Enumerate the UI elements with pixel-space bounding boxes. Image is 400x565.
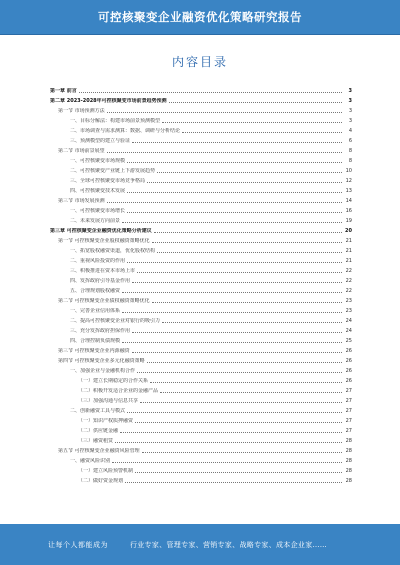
toc-page-number: 27 bbox=[345, 418, 352, 424]
toc-leader-dots bbox=[147, 362, 342, 363]
toc-leader-dots bbox=[157, 252, 342, 253]
toc-leader-dots bbox=[120, 432, 342, 433]
toc-entry-title: 第三节 可控核聚变企业内源融资 bbox=[58, 348, 130, 354]
toc-entry-title: 第二节 可控核聚变企业债权融资策略优化 bbox=[58, 298, 150, 304]
toc-entry[interactable] bbox=[50, 344, 352, 354]
toc-entry[interactable] bbox=[50, 274, 352, 284]
toc-entry[interactable] bbox=[50, 194, 352, 204]
toc-entry[interactable] bbox=[50, 434, 352, 444]
toc-leader-dots bbox=[107, 152, 342, 153]
toc-leader-dots bbox=[79, 92, 342, 93]
toc-entry-title: 第五节 可控核聚变企业融资风险管理 bbox=[58, 448, 140, 454]
toc-leader-dots bbox=[137, 372, 342, 373]
toc-entry[interactable] bbox=[50, 84, 352, 94]
toc-entry[interactable] bbox=[50, 324, 352, 334]
toc-page-number: 3 bbox=[348, 88, 352, 94]
toc-entry-title: 一、目标分解法：构建市场前景预测模型 bbox=[70, 118, 161, 124]
toc-page-number: 3 bbox=[348, 98, 352, 104]
toc-page-number: 26 bbox=[345, 348, 352, 354]
toc-entry-title: 三、预测模型的建立与验证 bbox=[70, 138, 131, 144]
toc-page-number: 20 bbox=[345, 228, 352, 234]
toc-leader-dots bbox=[112, 462, 342, 463]
toc-entry-title: 四、可控核聚变技术发展 bbox=[70, 188, 126, 194]
toc-page-number: 21 bbox=[345, 248, 352, 254]
report-title: 可控核聚变企业融资优化策略研究报告 bbox=[98, 10, 302, 24]
toc-page-number: 4 bbox=[348, 128, 352, 134]
toc-entry[interactable] bbox=[50, 474, 352, 484]
toc-entry-title: 一、可控核聚变市场规模 bbox=[70, 158, 126, 164]
toc-entry[interactable] bbox=[50, 374, 352, 384]
toc-entry[interactable] bbox=[50, 334, 352, 344]
toc-leader-dots bbox=[127, 212, 342, 213]
toc-page-number: 3 bbox=[348, 108, 352, 114]
toc-entry[interactable] bbox=[50, 114, 352, 124]
toc-page-number: 8 bbox=[348, 158, 352, 164]
toc-leader-dots bbox=[122, 222, 342, 223]
toc-leader-dots bbox=[162, 322, 342, 323]
toc-entry-title: 一、拓宽股权融资渠道，优化股权结构 bbox=[70, 248, 156, 254]
toc-page-number: 8 bbox=[348, 148, 352, 154]
toc-entry-title: （一）建立风险预警机制 bbox=[78, 468, 134, 474]
toc-page-number: 27 bbox=[345, 428, 352, 434]
toc-entry[interactable] bbox=[50, 164, 352, 174]
toc-page-number: 13 bbox=[345, 188, 352, 194]
toc-entry-title: 五、合理规划股权融资 bbox=[70, 288, 121, 294]
toc-entry-title: 一、融资风险识别 bbox=[70, 458, 111, 464]
toc-entry[interactable] bbox=[50, 284, 352, 294]
toc-leader-dots bbox=[182, 132, 342, 133]
toc-entry-title: 四、发挥政府引导基金作用 bbox=[70, 278, 131, 284]
toc-entry[interactable] bbox=[50, 254, 352, 264]
toc-entry[interactable] bbox=[50, 414, 352, 424]
toc-entry[interactable] bbox=[50, 424, 352, 434]
toc-entry[interactable] bbox=[50, 454, 352, 464]
toc-page-number: 26 bbox=[345, 368, 352, 374]
toc-entry-title: 二、可控核聚变产业链上下游发展趋势 bbox=[70, 168, 156, 174]
toc-page-number: 16 bbox=[345, 208, 352, 214]
toc-entry-title: 一、加强企业与金融机构合作 bbox=[70, 368, 136, 374]
toc-entry-title: （二）做好资金规划 bbox=[78, 478, 124, 484]
toc-page-number: 14 bbox=[345, 198, 352, 204]
toc-page-number: 27 bbox=[345, 388, 352, 394]
toc-leader-dots bbox=[127, 162, 342, 163]
toc-entry-title: 二、重视风险投资的作用 bbox=[70, 258, 126, 264]
toc-page-number: 26 bbox=[345, 378, 352, 384]
toc-leader-dots bbox=[122, 292, 342, 293]
toc-page-number: 21 bbox=[345, 238, 352, 244]
toc-entry[interactable] bbox=[50, 244, 352, 254]
toc-leader-dots bbox=[115, 442, 342, 443]
toc-entry[interactable] bbox=[50, 294, 352, 304]
footer-roles: 行业专家、管理专家、营销专家、战略专家、成本企业家…… bbox=[130, 540, 328, 549]
toc-entry[interactable] bbox=[50, 184, 352, 194]
toc-page-number: 26 bbox=[345, 358, 352, 364]
toc-leader-dots bbox=[142, 452, 342, 453]
toc-leader-dots bbox=[127, 192, 342, 193]
toc-entry[interactable] bbox=[50, 314, 352, 324]
toc-entry-title: 第一节 市场预测方法 bbox=[58, 108, 105, 114]
toc-leader-dots bbox=[135, 422, 342, 423]
toc-leader-dots bbox=[157, 172, 342, 173]
page-header bbox=[0, 0, 400, 35]
toc-page-number: 10 bbox=[345, 168, 352, 174]
toc-entry-title: 二、提高可控核聚变企业对银行的吸引力 bbox=[70, 318, 161, 324]
toc-leader-dots bbox=[132, 332, 342, 333]
toc-entry-title: 一、完善企业信用体系 bbox=[70, 308, 121, 314]
toc-entry-title: 二、市场调查与需求测算：数据、调研与分析结论 bbox=[70, 128, 181, 134]
toc-leader-dots bbox=[147, 182, 342, 183]
toc-leader-dots bbox=[169, 102, 342, 103]
footer-slogan: 让每个人都能成为 bbox=[48, 540, 108, 549]
toc-page-number: 25 bbox=[345, 338, 352, 344]
toc-page-number: 22 bbox=[345, 288, 352, 294]
toc-entry-title: 三、充分发挥政府担保作用 bbox=[70, 328, 131, 334]
toc-entry[interactable] bbox=[50, 444, 352, 454]
toc-leader-dots bbox=[132, 352, 342, 353]
toc-entry-title: 二、创新融资工具与模式 bbox=[70, 408, 126, 414]
toc-entry-title: 第二章 2023-2028年可控核聚变市场前景趋势预测 bbox=[50, 98, 167, 104]
toc-entry[interactable] bbox=[50, 174, 352, 184]
toc-entry-title: （一）知识产权质押融资 bbox=[78, 418, 134, 424]
toc-leader-dots bbox=[107, 202, 342, 203]
toc-leader-dots bbox=[162, 122, 342, 123]
toc-leader-dots bbox=[122, 342, 342, 343]
toc-page-number: 22 bbox=[345, 278, 352, 284]
toc-page-number: 3 bbox=[348, 118, 352, 124]
toc-page-number: 28 bbox=[345, 438, 352, 444]
toc-leader-dots bbox=[127, 262, 342, 263]
toc-leader-dots bbox=[160, 392, 342, 393]
toc-entry-title: 三、全球可控核聚变市场竞争格局 bbox=[70, 178, 146, 184]
toc-leader-dots bbox=[152, 242, 342, 243]
toc-entry[interactable] bbox=[50, 234, 352, 244]
toc-entry-title: 第一章 前言 bbox=[50, 88, 77, 94]
toc-entry-title: （二）积极开发适合企业的金融产品 bbox=[78, 388, 159, 394]
toc-entry[interactable] bbox=[50, 134, 352, 144]
toc-page-number: 23 bbox=[345, 308, 352, 314]
toc-entry-title: 第三节 市场发展预测 bbox=[58, 198, 105, 204]
toc-leader-dots bbox=[137, 272, 342, 273]
toc-leader-dots bbox=[125, 482, 342, 483]
toc-entry[interactable] bbox=[50, 364, 352, 374]
toc-page-number: 27 bbox=[345, 408, 352, 414]
toc-page-number: 24 bbox=[345, 318, 352, 324]
page-footer bbox=[0, 524, 400, 565]
toc-entry-title: 第二节 市场前景展望 bbox=[58, 148, 105, 154]
toc-leader-dots bbox=[140, 402, 342, 403]
toc-entry-title: （三）加强沟通与信息共享 bbox=[78, 398, 139, 404]
toc-entry-title: （三）融资租赁 bbox=[78, 438, 114, 444]
toc-entry-title: 四、合理控制负债规模 bbox=[70, 338, 121, 344]
toc-entry[interactable] bbox=[50, 144, 352, 154]
toc-entry-title: 一、可控核聚变市场增长 bbox=[70, 208, 126, 214]
toc-entry[interactable] bbox=[50, 354, 352, 364]
toc-page-number: 28 bbox=[345, 468, 352, 474]
toc-entry-title: （二）供应链金融 bbox=[78, 428, 119, 434]
toc-entry[interactable] bbox=[50, 214, 352, 224]
toc-leader-dots bbox=[132, 282, 342, 283]
toc-entry[interactable] bbox=[50, 264, 352, 274]
toc-leader-dots bbox=[135, 472, 342, 473]
toc-entry-title: 二、未来发展方向前景 bbox=[70, 218, 121, 224]
table-of-contents bbox=[50, 84, 352, 484]
toc-page-number: 28 bbox=[345, 478, 352, 484]
toc-page-number: 27 bbox=[345, 398, 352, 404]
toc-entry[interactable] bbox=[50, 304, 352, 314]
toc-page-number: 21 bbox=[345, 258, 352, 264]
toc-entry[interactable] bbox=[50, 104, 352, 114]
toc-entry[interactable] bbox=[50, 204, 352, 214]
toc-entry-title: （一）建立长期稳定的合作关系 bbox=[78, 378, 149, 384]
toc-entry[interactable] bbox=[50, 464, 352, 474]
toc-entry[interactable] bbox=[50, 224, 352, 234]
toc-page-number: 28 bbox=[345, 448, 352, 454]
toc-entry[interactable] bbox=[50, 384, 352, 394]
toc-leader-dots bbox=[154, 232, 342, 233]
toc-page-number: 28 bbox=[345, 458, 352, 464]
toc-entry[interactable] bbox=[50, 94, 352, 104]
toc-leader-dots bbox=[150, 382, 342, 383]
toc-entry[interactable] bbox=[50, 404, 352, 414]
toc-leader-dots bbox=[127, 412, 342, 413]
toc-page-number: 6 bbox=[348, 138, 352, 144]
toc-entry[interactable] bbox=[50, 394, 352, 404]
toc-heading: 内容目录 bbox=[171, 55, 228, 69]
toc-page-number: 24 bbox=[345, 328, 352, 334]
toc-entry[interactable] bbox=[50, 124, 352, 134]
toc-leader-dots bbox=[152, 302, 342, 303]
toc-entry-title: 第四节 可控核聚变企业多元化融资策略 bbox=[58, 358, 145, 364]
toc-page-number: 22 bbox=[345, 268, 352, 274]
toc-entry[interactable] bbox=[50, 154, 352, 164]
toc-entry-title: 三、积极推进在资本市场上市 bbox=[70, 268, 136, 274]
toc-page-number: 23 bbox=[345, 298, 352, 304]
toc-page-number: 12 bbox=[345, 178, 352, 184]
toc-page-number: 19 bbox=[345, 218, 352, 224]
toc-leader-dots bbox=[122, 312, 342, 313]
toc-leader-dots bbox=[107, 112, 342, 113]
toc-entry-title: 第三章 可控核聚变企业融资优化策略分析建议 bbox=[50, 228, 152, 234]
toc-leader-dots bbox=[132, 142, 342, 143]
toc-entry-title: 第一节 可控核聚变企业股权融资策略优化 bbox=[58, 238, 150, 244]
